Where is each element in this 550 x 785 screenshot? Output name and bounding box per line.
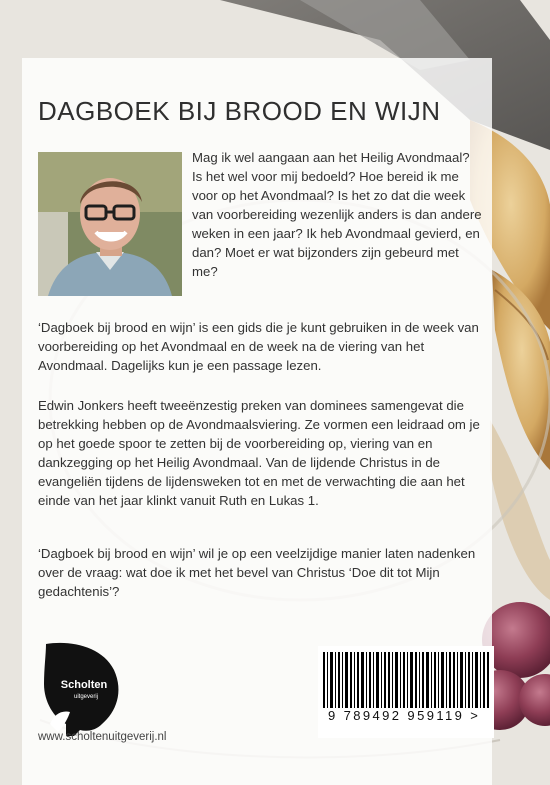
description-paragraph-2: Edwin Jonkers heeft tweeënzestig preken van dominees samengevat die betrekking hebben op de Avondmaalsviering. Ze vormen een leidraad om je op het goede spoor te zetten bij de voorbereiding op, viering van en dankzegging op het Heilig Avondmaal. Van de lijdende Christus in de evangeliën tijdens de lijdensweken tot en met de verwachting die aan het einde van het jaar klinkt vanuit Ruth en Lukas 1.: [38, 398, 480, 508]
intro-questions: Mag ik wel aangaan aan het Heilig Avondmaal? Is het wel voor mij bedoeld? Hoe bereid ik me voor op het Avondmaal? Is het zo dat die week van voorbereiding wezenlijk anders is dan andere weken in een jaar? Ik heb Avondmaal gevierd, en dan? Moet er wat bijzonders zijn gebeurd met me?: [192, 150, 482, 279]
isbn-barcode: [318, 646, 494, 738]
publisher-name: Scholten: [60, 679, 108, 691]
description-paragraph-1: ‘Dagboek bij brood en wijn’ is een gids die je kunt gebruiken in de week van voorbereiding op het Avondmaal en de week na de viering van het Avondmaal. Dagelijks kun je een passage lezen.: [38, 320, 479, 373]
isbn-number: 9 789492 959119 >: [328, 708, 481, 723]
author-portrait: [38, 152, 182, 296]
publisher-subtitle: uitgeverij: [73, 694, 99, 700]
publisher-url[interactable]: www.scholtenuitgeverij.nl: [38, 731, 167, 743]
barcode-bars: [323, 652, 489, 708]
book-title: DAGBOEK BIJ BROOD EN WIJN: [38, 96, 441, 126]
publisher-logo: [40, 640, 124, 736]
description-paragraph-3: ‘Dagboek bij brood en wijn’ wil je op een veelzijdige manier laten nadenken over de vraag: wat doe ik met het bevel van Christus ‘Doe dit tot Mijn gedachtenis’?: [38, 546, 476, 599]
